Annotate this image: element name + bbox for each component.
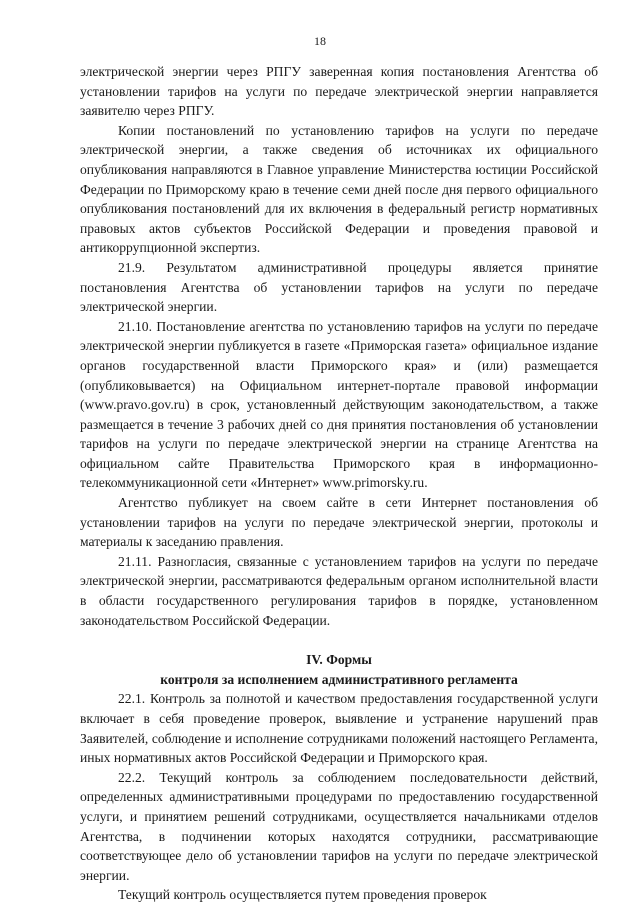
paragraph: электрической энергии через РПГУ заверенная копия постановления Агентства об установлении тарифов на услуги по передаче электрической энергии направляется заявителю через РПГУ. (80, 64, 598, 119)
section-heading (80, 650, 598, 689)
paragraph: 21.9. Результатом административной процедуры является принятие постановления Агентства об установлении тарифов на услуги по передаче электрической энергии. (80, 259, 598, 315)
paragraph: Агентство публикует на своем сайте в сети Интернет постановления об установлении тарифов на услуги по передаче электрической энергии, протоколы и материалы к заседанию правления. (80, 495, 598, 550)
paragraph: 21.10. Постановление агентства по установлению тарифов на услуги по передаче электрической энергии публикуется в газете «Приморская газета» официальное издание органов государственной власти Приморского края» и (или) размещается (опубликовывается) на Официальном интернет-портале правовой информации (www.pravo.gov.ru) в срок, установленный действующим законодательством, а также размещается в течение 3 рабочих дней со дня принятия постановления об установлении тарифов на услуги по передаче электрической энергии на странице Агентства на официальном сайте Правительства Приморского края в информационно-телекоммуникационной сети «Интернет» www.primorsky.ru. (80, 318, 598, 491)
page-number: 18 (314, 34, 326, 48)
section-heading-subtitle: контроля за исполнением административного регламента (160, 671, 518, 687)
document-body (80, 62, 598, 905)
paragraph: 22.1. Контроль за полнотой и качеством предоставления государственной услуги включает в себя проведение проверок, выявление и устранение нарушений прав Заявителей, соблюдение и исполнение сотрудниками положений настоящего Регламента, иных нормативных актов Российской Федерации и Приморского края. (80, 691, 598, 766)
paragraph: Текущий контроль осуществляется путем проведения проверок (118, 887, 487, 903)
paragraph: Копии постановлений по установлению тарифов на услуги по передаче электрической энергии, а также сведения об источниках их официального опубликования направляются в Главное управление Министерства юстиции Российской Федерации по Приморскому краю в течение семи дней после дня первого официального опубликования постановлений для их включения в федеральный регистр нормативных правовых актов субъектов Российской Федерации и проведения правовой и антикоррупционной экспертиз. (80, 122, 598, 256)
paragraph: 21.11. Разногласия, связанные с установлением тарифов на услуги по передаче электрической энергии, рассматриваются федеральным органом исполнительной власти в области государственного регулирования тарифов в порядке, установленном законодательством Российской Федерации. (80, 553, 598, 628)
paragraph: 22.2. Текущий контроль за соблюдением последовательности действий, определенных административными процедурами по предоставлению государственной услуги, и принятием решений сотрудниками, осуществляется начальниками отделов Агентства, в подчинении которых находятся сотрудники, рассматривающие соответствующее дело об установлении тарифов на услуги по передаче электрической энергии. (80, 769, 598, 883)
section-heading-title: IV. Формы (306, 652, 372, 668)
